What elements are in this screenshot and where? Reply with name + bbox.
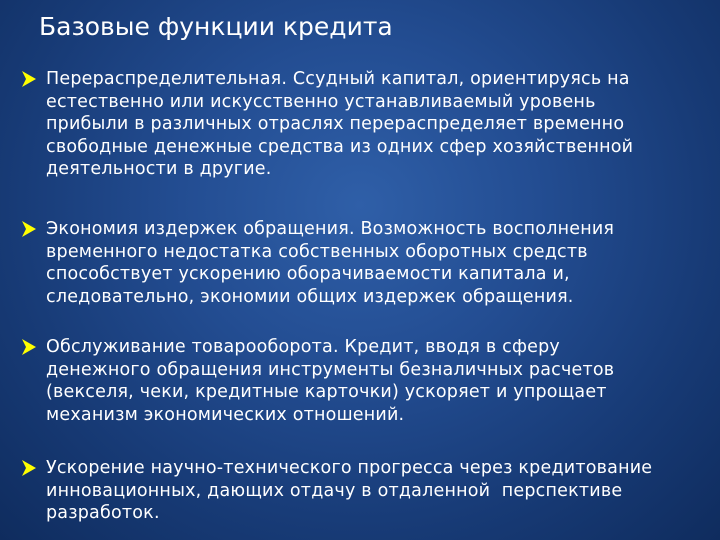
arrow-bullet-icon <box>20 70 38 88</box>
bullet-line: Перераспределительная. Ссудный капитал, ориентируясь на <box>46 69 630 89</box>
bullet-line: инновационных, дающих отдачу в отдаленной перспективе <box>46 480 623 501</box>
bullet-line: следовательно, экономии общих издержек обращения. <box>46 286 574 307</box>
bullet-line: разработок. <box>46 503 160 523</box>
bullet-line: временного недостатка собственных оборотных средств <box>46 241 588 262</box>
arrow-bullet-icon <box>20 220 38 238</box>
bullet-line: Обслуживание товарооборота. Кредит, вводя в сферу <box>46 337 560 357</box>
bullet-line: (векселя, чеки, кредитные карточки) ускоряет и упрощает <box>46 382 607 402</box>
bullet-line: способствует ускорению оборачиваемости капитала и, <box>46 264 570 284</box>
bullet-line: Ускорение научно-технического прогресса через кредитование <box>46 458 653 478</box>
bullet-line: механизм экономических отношений. <box>46 404 405 425</box>
bullet-text <box>46 218 718 308</box>
bullet-line: свободные денежные средства из одних сфер хозяйственной <box>46 136 634 157</box>
slide-title: Базовые функции кредита <box>39 12 393 41</box>
bullet-line: Экономия издержек обращения. Возможность восполнения <box>46 219 615 239</box>
bullet-text <box>46 68 718 181</box>
arrow-bullet-icon <box>20 459 38 477</box>
bullet-line: денежного обращения инструменты безналичных расчетов <box>46 359 615 380</box>
bullet-line: естественно или искусственно устанавливаемый уровень <box>46 91 596 112</box>
bullet-text <box>46 336 718 426</box>
bullet-text <box>46 457 718 525</box>
arrow-bullet-icon <box>20 338 38 356</box>
bullet-line: прибыли в различных отраслях перераспределяет временно <box>46 114 625 134</box>
bullet-line: деятельности в другие. <box>46 159 272 179</box>
